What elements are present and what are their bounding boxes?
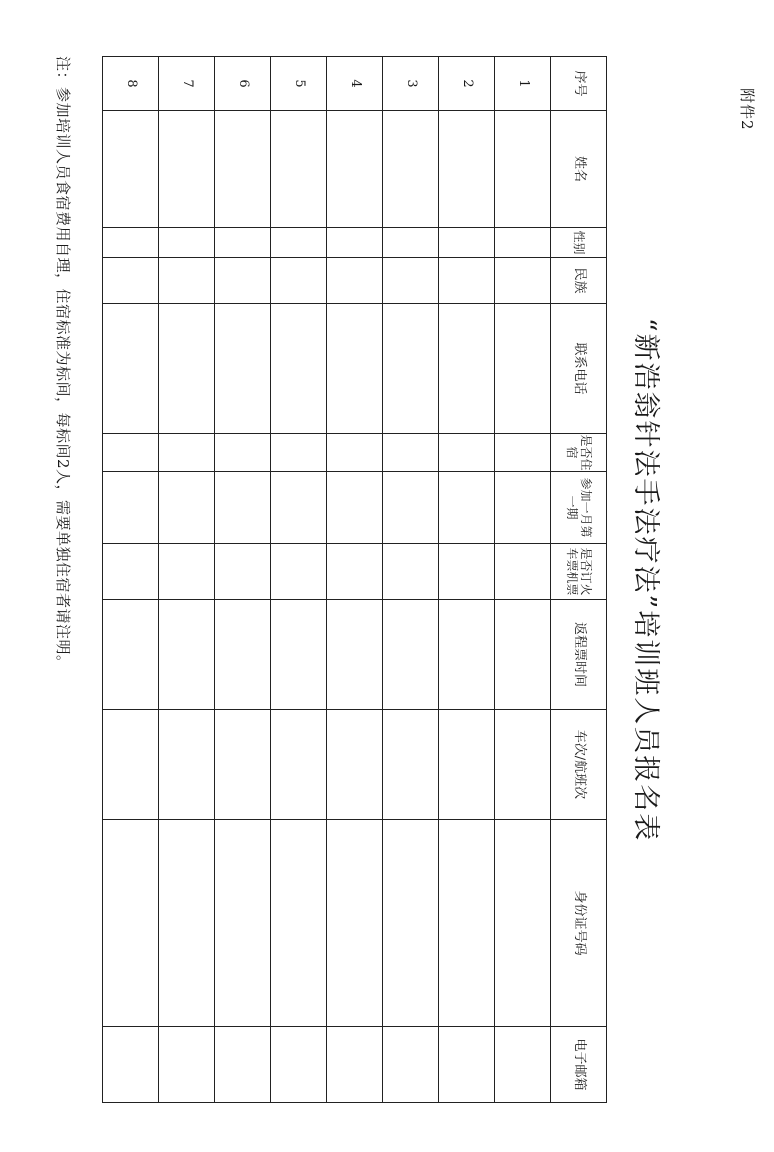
blank-cell[interactable] <box>383 258 439 304</box>
table-row <box>439 57 495 1103</box>
table-row <box>495 57 551 1103</box>
table-row <box>215 57 271 1103</box>
blank-cell[interactable] <box>383 710 439 820</box>
header-phone: 联系电话 <box>551 304 607 434</box>
blank-cell[interactable] <box>327 544 383 600</box>
blank-cell[interactable] <box>439 1027 495 1103</box>
header-ethnicity: 民族 <box>551 258 607 304</box>
blank-cell[interactable] <box>103 820 159 1027</box>
table-row <box>383 57 439 1103</box>
blank-cell[interactable] <box>103 600 159 710</box>
blank-cell[interactable] <box>103 434 159 472</box>
blank-cell[interactable] <box>327 820 383 1027</box>
blank-cell[interactable] <box>383 434 439 472</box>
blank-cell[interactable] <box>495 472 551 544</box>
row-number: 1 <box>495 57 551 111</box>
blank-cell[interactable] <box>495 710 551 820</box>
blank-cell[interactable] <box>215 434 271 472</box>
blank-cell[interactable] <box>271 1027 327 1103</box>
blank-cell[interactable] <box>327 600 383 710</box>
blank-cell[interactable] <box>215 544 271 600</box>
blank-cell[interactable] <box>439 228 495 258</box>
blank-cell[interactable] <box>215 472 271 544</box>
blank-cell[interactable] <box>383 1027 439 1103</box>
blank-cell[interactable] <box>439 258 495 304</box>
blank-cell[interactable] <box>103 304 159 434</box>
blank-cell[interactable] <box>327 434 383 472</box>
blank-cell[interactable] <box>215 258 271 304</box>
blank-cell[interactable] <box>495 258 551 304</box>
blank-cell[interactable] <box>271 600 327 710</box>
blank-cell[interactable] <box>383 544 439 600</box>
blank-cell[interactable] <box>439 472 495 544</box>
blank-cell[interactable] <box>495 434 551 472</box>
header-return-time: 返程票时间 <box>551 600 607 710</box>
header-name: 姓名 <box>551 111 607 228</box>
header-ticket: 是否订火车票机票 <box>551 544 607 600</box>
blank-cell[interactable] <box>439 111 495 228</box>
table-row <box>159 57 215 1103</box>
blank-cell[interactable] <box>271 434 327 472</box>
blank-cell[interactable] <box>495 820 551 1027</box>
blank-cell[interactable] <box>495 1027 551 1103</box>
blank-cell[interactable] <box>159 710 215 820</box>
blank-cell[interactable] <box>439 544 495 600</box>
blank-cell[interactable] <box>327 1027 383 1103</box>
blank-cell[interactable] <box>495 544 551 600</box>
attachment-label: 附件2 <box>738 88 756 131</box>
blank-cell[interactable] <box>271 258 327 304</box>
blank-cell[interactable] <box>271 228 327 258</box>
registration-table <box>102 56 607 1103</box>
header-gender: 性别 <box>551 228 607 258</box>
blank-cell[interactable] <box>103 1027 159 1103</box>
blank-cell[interactable] <box>327 228 383 258</box>
blank-cell[interactable] <box>383 228 439 258</box>
header-row <box>551 57 607 1103</box>
blank-cell[interactable] <box>159 258 215 304</box>
header-train-flight: 车次/航班次 <box>551 710 607 820</box>
blank-cell[interactable] <box>271 304 327 434</box>
blank-cell[interactable] <box>495 304 551 434</box>
blank-cell[interactable] <box>159 600 215 710</box>
blank-cell[interactable] <box>215 1027 271 1103</box>
blank-cell[interactable] <box>327 472 383 544</box>
table-row <box>327 57 383 1103</box>
table-row <box>103 57 159 1103</box>
blank-cell[interactable] <box>271 111 327 228</box>
blank-cell[interactable] <box>215 600 271 710</box>
blank-cell[interactable] <box>439 820 495 1027</box>
blank-cell[interactable] <box>215 228 271 258</box>
blank-cell[interactable] <box>271 710 327 820</box>
blank-cell[interactable] <box>159 434 215 472</box>
blank-cell[interactable] <box>495 600 551 710</box>
blank-cell[interactable] <box>159 1027 215 1103</box>
blank-cell[interactable] <box>327 111 383 228</box>
blank-cell[interactable] <box>103 472 159 544</box>
blank-cell[interactable] <box>495 111 551 228</box>
blank-cell[interactable] <box>383 820 439 1027</box>
blank-cell[interactable] <box>103 228 159 258</box>
blank-cell[interactable] <box>495 228 551 258</box>
blank-cell[interactable] <box>159 820 215 1027</box>
blank-cell[interactable] <box>383 111 439 228</box>
blank-cell[interactable] <box>439 600 495 710</box>
blank-cell[interactable] <box>383 600 439 710</box>
footnote: 注：参加培训人员食宿费用自理，住宿标准为标间，每标间2人，需要单独住宿者请注明。 <box>54 56 72 671</box>
header-email: 电子邮箱 <box>551 1027 607 1103</box>
row-number: 8 <box>103 57 159 111</box>
blank-cell[interactable] <box>159 544 215 600</box>
blank-cell[interactable] <box>439 434 495 472</box>
row-number: 7 <box>159 57 215 111</box>
row-number: 6 <box>215 57 271 111</box>
blank-cell[interactable] <box>159 472 215 544</box>
row-number: 3 <box>383 57 439 111</box>
blank-cell[interactable] <box>327 258 383 304</box>
blank-cell[interactable] <box>327 304 383 434</box>
header-lodging: 是否住宿 <box>551 434 607 472</box>
blank-cell[interactable] <box>215 820 271 1027</box>
blank-cell[interactable] <box>271 472 327 544</box>
form-title: “新浩翁针法手法疗法”培训班人员报名表 <box>630 317 661 843</box>
row-number: 4 <box>327 57 383 111</box>
header-seq: 序号 <box>551 57 607 111</box>
blank-cell[interactable] <box>439 304 495 434</box>
blank-cell[interactable] <box>159 228 215 258</box>
blank-cell[interactable] <box>103 710 159 820</box>
header-session: 参加一月第一期 <box>551 472 607 544</box>
table-row <box>271 57 327 1103</box>
blank-cell[interactable] <box>103 544 159 600</box>
blank-cell[interactable] <box>215 710 271 820</box>
blank-cell[interactable] <box>215 111 271 228</box>
blank-cell[interactable] <box>215 304 271 434</box>
blank-cell[interactable] <box>271 544 327 600</box>
row-number: 2 <box>439 57 495 111</box>
blank-cell[interactable] <box>159 304 215 434</box>
blank-cell[interactable] <box>159 111 215 228</box>
blank-cell[interactable] <box>383 472 439 544</box>
blank-cell[interactable] <box>383 304 439 434</box>
blank-cell[interactable] <box>103 111 159 228</box>
blank-cell[interactable] <box>103 258 159 304</box>
blank-cell[interactable] <box>439 710 495 820</box>
header-id-number: 身份证号码 <box>551 820 607 1027</box>
row-number: 5 <box>271 57 327 111</box>
blank-cell[interactable] <box>271 820 327 1027</box>
blank-cell[interactable] <box>327 710 383 820</box>
